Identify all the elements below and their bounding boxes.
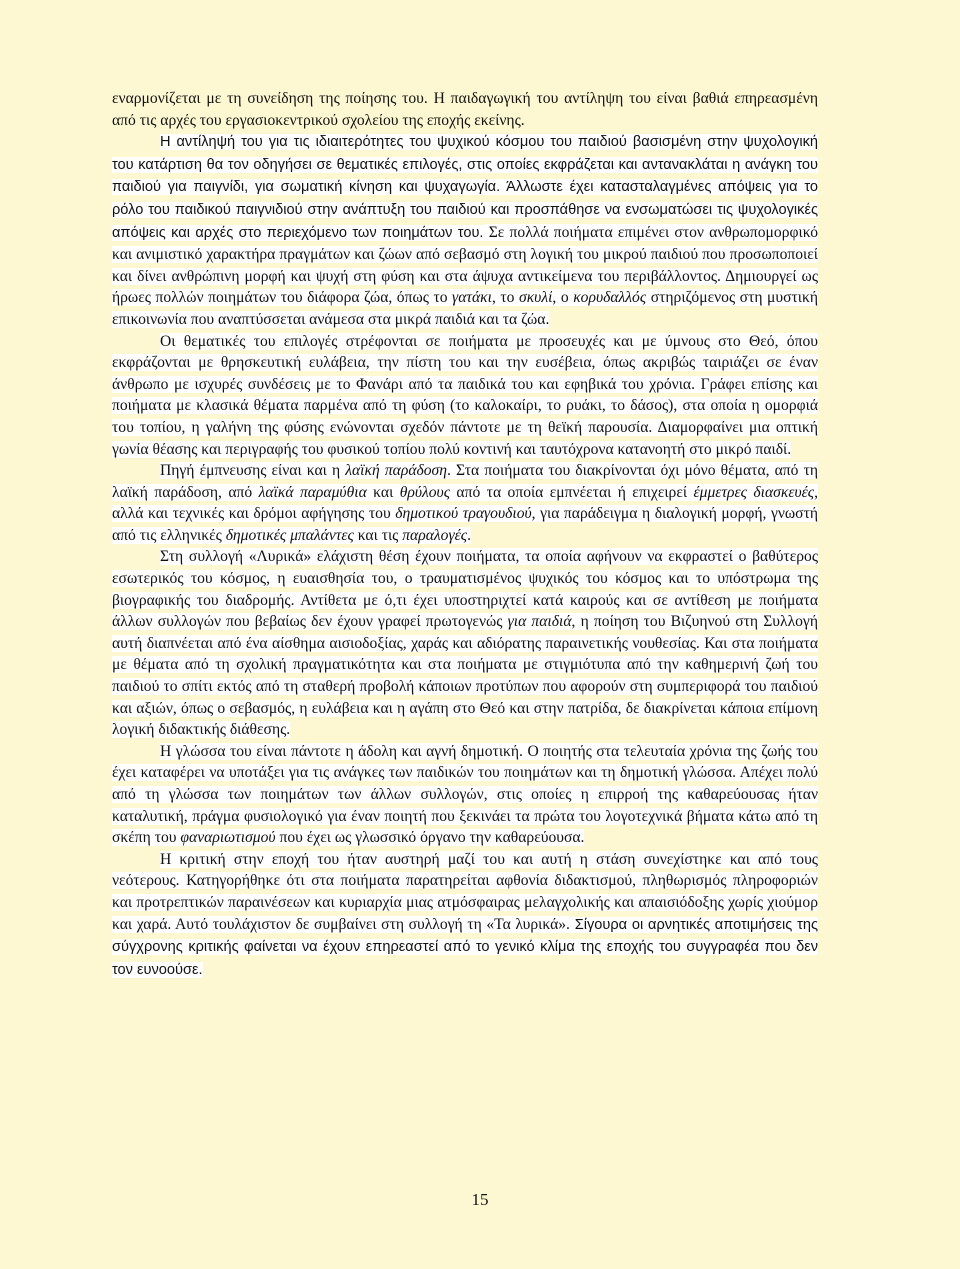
text-run: και τις [353, 526, 403, 544]
italic-text: για παιδιά [507, 613, 572, 631]
paragraph [112, 88, 818, 131]
paragraph [112, 546, 818, 740]
paragraph [112, 849, 818, 982]
text-run: που έχει ως γλωσσικό όργανο την καθαρεύουσα. [275, 829, 585, 847]
text-run: Στη συλλογή «Λυρικά» ελάχιστη θέση έχουν ποιήματα, τα οποία αφήνουν να εκφραστεί ο βαθύτερος εσωτερικός του κόσμος, η ευαισθησία του, ο τραυματισμένος ψυχικός του κόσμος και το υπόστρωμα της βιογραφικής του διαδρομής. Αντίθετα με ό,τι έχει υποστηριχτεί κατά καιρούς και σε αντίθεση με ποιήματα άλλων συλλογών που βεβαίως δεν έχουν γραφεί πρωτογενώς [112, 548, 818, 631]
italic-text: έμμετρες διασκευές [693, 483, 815, 501]
text-run: Άλλωστε έχει κατασταλαγμένες απόψεις για το ρόλο του παιδικού παιγνιδιού στην ανάπτυξη του παιδιού και προσπάθησε να ενσωματώσει τις ψυχολογικές απόψεις και αρχές στο περιεχόμενο των ποιημάτων του. [112, 179, 818, 241]
page-number: 15 [471, 1190, 489, 1209]
italic-text: λαϊκή παράδοση [345, 462, 447, 480]
italic-text: θρύλους [399, 483, 451, 501]
italic-text: φαναριωτισμού [180, 829, 276, 847]
italic-text: γατάκι [452, 289, 492, 307]
text-run: Πηγή έμπνευσης είναι και η [160, 462, 346, 480]
paragraph [112, 131, 818, 330]
italic-text: σκυλί [519, 289, 553, 307]
text-run: Η κριτική στην εποχή του ήταν αυστηρή μαζί του και αυτή η στάση συνεχίστηκε και από τους νεότερους. Κατηγορήθηκε ότι στα ποιήματα παρατηρείται αφθονία διδακτισμού, πληθωρισμός πληροφοριών και προτρεπτικών παραινέσεων και κυριαρχία μιας ατμόσφαιρας μελαγχολικής και απαισιόδοξης χωρίς χιούμορ και χαρά. Αυτό τουλάχιστον δε συμβαίνει στη συλλογή τη «Τα λυρικά». [112, 850, 818, 933]
text-run: Σε πολλά ποιήματα επιμένει στον ανθρωπομορφικό και ανιμιστικό χαρακτήρα πραγμάτων και ζώων από σεβασμό στη λογική του μικρού παιδιού που προσωποποιεί και δίνει ανθρώπινη μορφή και ψυχή στη φύση και στα άψυχα αντικείμενα του περιβάλλοντος. [112, 223, 819, 285]
text-run: Δημιουργεί ως ήρωες πολλών ποιημάτων του διάφορα ζώα, όπως το [112, 267, 819, 307]
document-page [112, 88, 818, 1188]
text-run: Σίγουρα οι αρνητικές αποτιμήσεις της σύγχρονης κριτικής φαίνεται να έχουν επηρεαστεί από το γενικό κλίμα της εποχής του συγγραφέα που δεν τον ευνοούσε. [112, 916, 818, 978]
italic-text: δημοτικού τραγουδιού [395, 505, 532, 523]
text-run: Οι θεματικές του επιλογές στρέφονται σε ποιήματα με προσευχές και με ύμνους στο Θεό, όπου εκφράζονται με θρησκευτική ευλάβεια, την πίστη του και την ευσέβεια, όπως ακριβώς ταιριάζει σε έναν άνθρωπο με ισχυρές συνδέσεις με το Φανάρι από τα παιδικά του και εφηβικά του χρόνια. Γράφει επίσης και ποιήματα με κλασικά θέματα παρμένα από τη φύση (το καλοκαίρι, το ρυάκι, το δάσος), στα οποία η ομορφιά του τοπίου, η γαλήνη της φύσης ενώνονται σχεδόν πάντοτε με τη θεϊκή παρουσία. Διαμορφαίνει μια οπτική γωνία θέασης και περιγραφής του φυσικού τοπίου πολύ κοντινή και ταυτόχρονα κατανοητή στο μικρό παιδί. [112, 332, 818, 458]
text-run: , για παράδειγμα η διαλογική μορφή, γνωστή από τις ελληνικές [112, 505, 818, 544]
text-run: . Στα ποιήματα του διακρίνονται όχι μόνο θέματα, από τη λαϊκή παράδοση, από [112, 462, 818, 501]
paragraph [112, 741, 818, 849]
paragraph [112, 331, 818, 461]
italic-text: κορυδαλλός [573, 289, 647, 307]
text-run: Η γλώσσα του είναι πάντοτε η άδολη και αγνή δημοτική. Ο ποιητής στα τελευταία χρόνια της ζωής του έχει καταφέρει να υποτάξει για τις ανάγκες των παιδικών του ποιημάτων και τη δημοτική γλώσσα. Απέχει πολύ από τη γλώσσα των ποιημάτων των άλλων συλλογών, στις οποίες η επιρροή της καθαρεύουσας ήταν καταλυτική, πράγμα φυσιολογικό για έναν ποιητή που ξεκινάει τα πρώτα του λογοτεχνικά βήματα κάτω από τη σκέπη του [112, 742, 818, 847]
paragraph [112, 460, 818, 546]
text-run: και [366, 483, 400, 501]
text-run: , αλλά και τεχνικές και δρόμοι αφήγησης του [112, 483, 819, 523]
italic-text: παραλογές [402, 526, 468, 544]
body-text [112, 88, 818, 981]
text-run: , η ποίηση του Βιζυηνού στη Συλλογή αυτή διαπνέεται από ένα αίσθημα αισιοδοξίας, χαράς και αδιόρατης παραινετικής νουθεσίας. Και στα ποιήματα με θέματα από τη σχολική πραγματικότητα και στα ποιήματα με στιγμιότυπα από την καθημερινή ζωή του παιδιού το σπίτι εκτός από τη σταθερή προβολή κάποιων προτύπων που αφορούν στη συμπεριφορά του παιδιού και αξιών, όπως ο σεβασμός, η ευλάβεια και η αγάπη στο Θεό και στην πατρίδα, δε διακρίνεται κάποια επίμονη λογική διδακτικής διάθεσης. [112, 613, 818, 739]
italic-text: λαϊκά παραμύθια [258, 483, 367, 501]
text-run: από τα οποία εμπνέεται ή επιχειρεί [450, 483, 694, 501]
text-run: , ο [552, 289, 574, 307]
text-run: εναρμονίζεται με τη συνείδηση της ποίησης του. Η παιδαγωγική του αντίληψη του είναι βαθιά επηρεασμένη από τις αρχές του εργασιοκεντρικού σχολείου της εποχής εκείνης. [112, 90, 818, 129]
text-run: , το [491, 289, 519, 307]
italic-text: δημοτικές μπαλάντες [225, 526, 354, 544]
text-run: Η αντίληψή του για τις ιδιαιτερότητες του ψυχικού κόσμου του παιδιού βασισμένη στην ψυχολογική του κατάρτιση θα τον οδηγήσει σε θεματικές επιλογές, στις οποίες εκφράζεται και αντανακλάται η ανάγκη του παιδιού για παιγνίδι, για σωματική κίνηση και ψυχαγωγία. [112, 134, 818, 196]
text-run: στηριζόμενος στη μυστική επικοινωνία που αναπτύσσεται ανάμεσα στα μικρά παιδιά και τα ζώα. [112, 289, 818, 328]
text-run: . [467, 526, 471, 544]
